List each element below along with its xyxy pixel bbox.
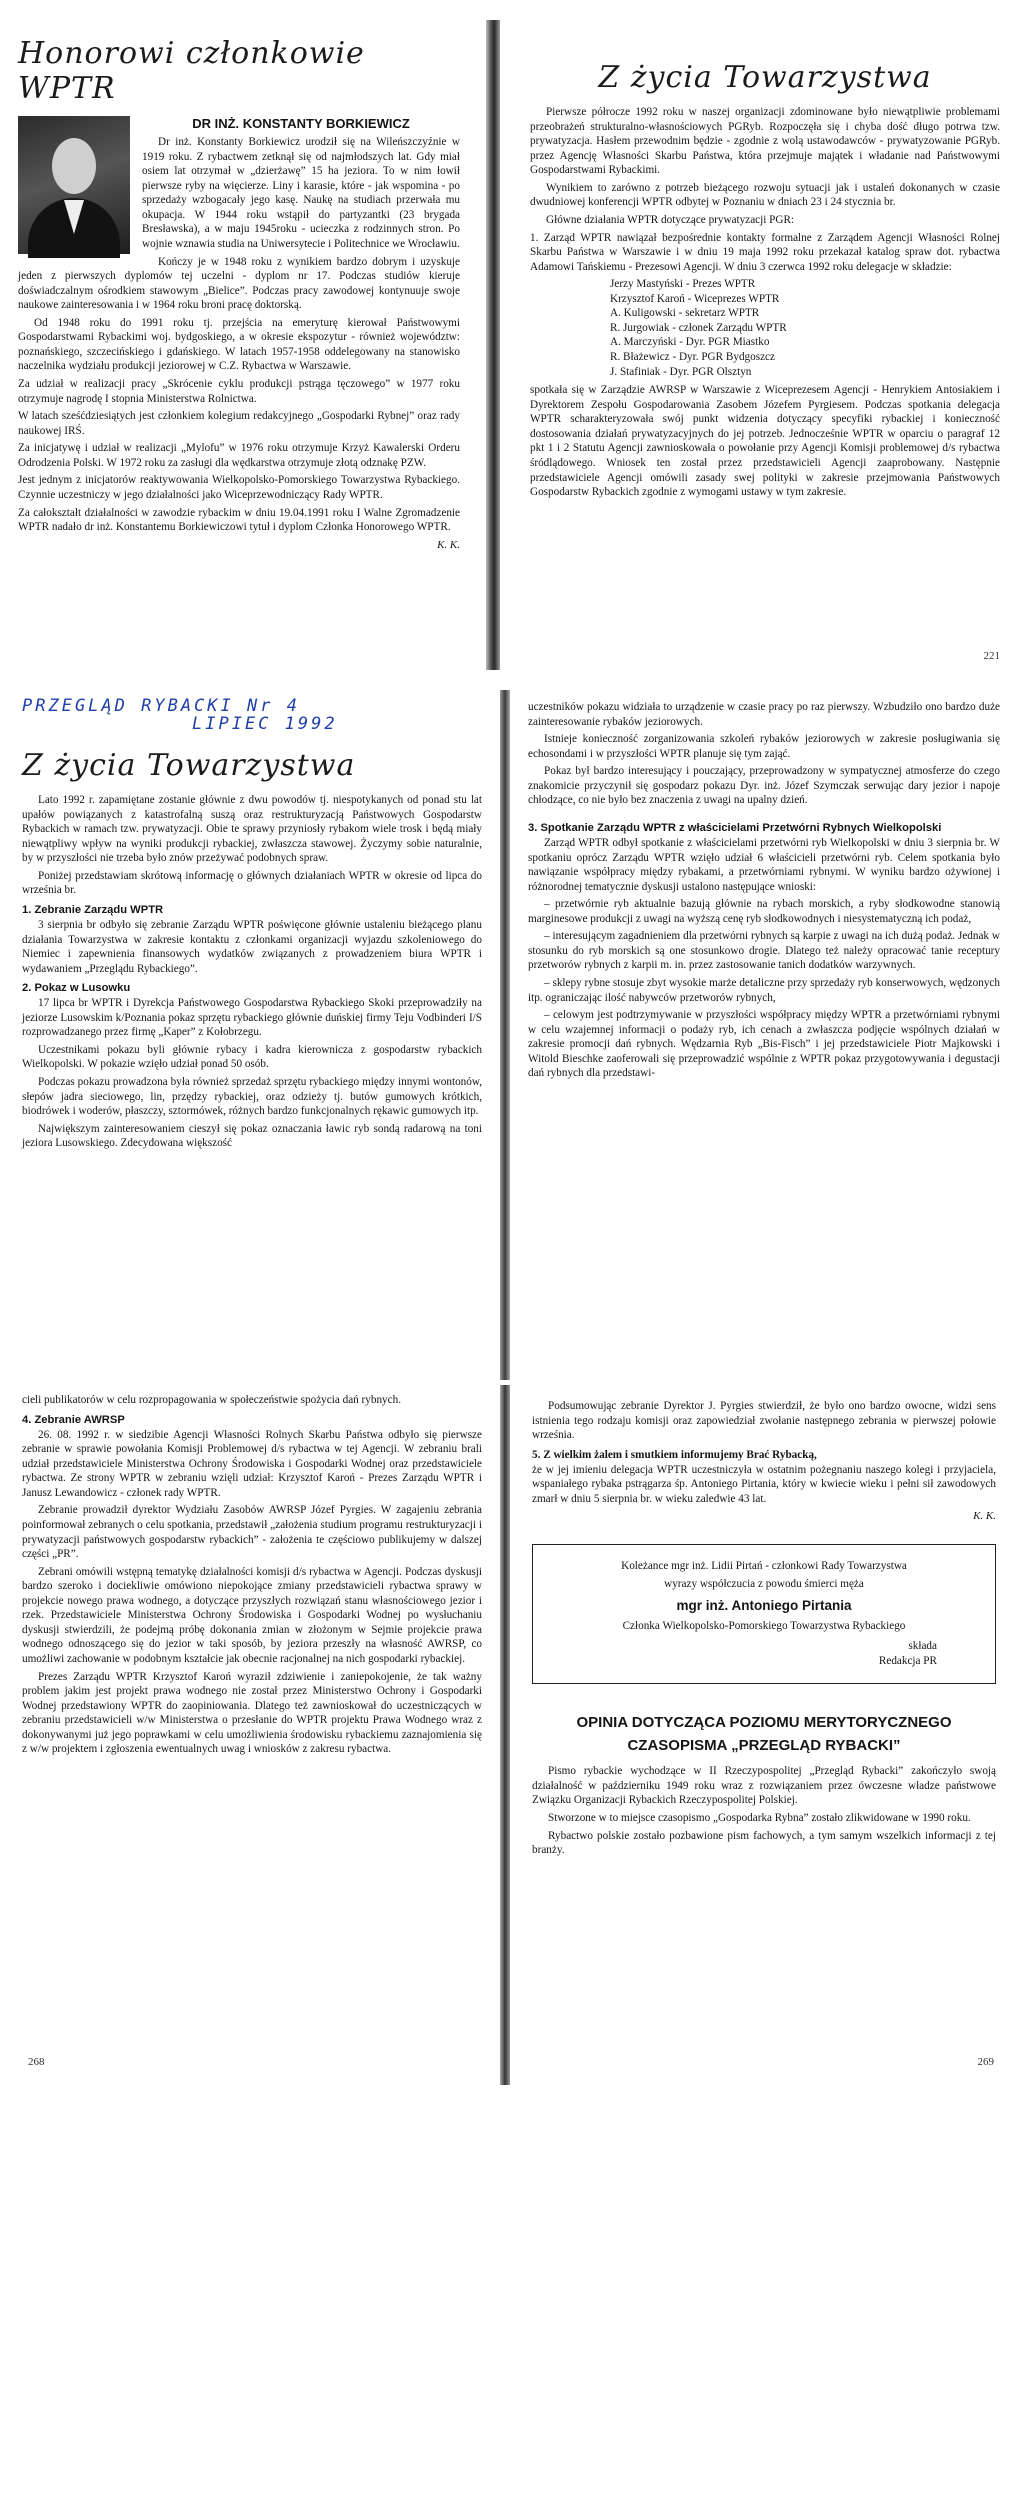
page-gutter <box>486 20 500 670</box>
paragraph: Zebrani omówili wstępną tematykę działalności komisji d/s rybactwa w Agencji. Podczas dyskusji bardzo szeroko i dociekliwie omówiono niepokojące zmiany przedstawicieli rybactwa sprawy w projekcie nowego prawa wodnego, a dotyczące przyszłych rozwiązań stanu własnościowego jezior i rzek. Przedstawiciele Ministerstwa Ochrony Środowiska i Gospodarki Wodnej po wysłuchaniu dyskusji stwierdzili, że podejmą próbę dokonania zmian w złożonym w Sejmie projekcie prawa wodnego odnoszącego się do jezior w taki sposób, by jeziora przeszły na własność AWRSP, co umożliwi zachowanie w podobnym kształcie jak obecnie racjonalnej na nich gospodarki rybackiej. <box>22 1565 482 1665</box>
condolence-from: składa <box>908 1640 937 1653</box>
list-item: J. Stafiniak - Dyr. PGR Olsztyn <box>610 365 752 378</box>
paragraph: Podczas pokazu prowadzona była również sprzedaż sprzętu rybackiego między innymi wontonów, słepów jadra sieciowego, lin, przędzy rybackiej, oraz odzieży tj. butów gumowych krótkich, biodrówek i woderów, płaszczy, sztormówek, różnych bardzo funkcjonalnych rękawic gumowych itp. <box>22 1076 482 1118</box>
paragraph: Od 1948 roku do 1991 roku tj. przejścia na emeryturę kierował Państwowymi Gospodarstwami Rybackimi woj. bydgoskiego, a w okresie ekspozytur - również województw: poznańskiego, szczecińskiego i gdańskiego. W latach 1957-1958 oddelegowany na stanowisko naczelnika wydziału produkcji jeziorowej w C.Z. Rybactwa w Warszawie. <box>18 316 460 373</box>
paragraph: Istnieje konieczność zorganizowania szkoleń rybaków jeziorowych w zakresie posługiwania się echosondami i w przyszłości WPTR planuje się tym zająć. <box>528 733 1000 760</box>
page-title: Z życia Towarzystwa <box>598 60 932 95</box>
paragraph: Pierwsze półrocze 1992 roku w naszej organizacji zdominowane było niewątpliwie problemami przeobrażeń strukturalno-własnościowych PGRyb. Rozpoczęła się i chyba dość długo potrwa tzw. prywatyzacja. Hasłem przewodnim będzie - zgodnie z wolą ustawodawców - prywatyzowanie PGRyb. przez Agencję Własności Skarbu Państwa, która przejmuje majątek i władanie nad Państwowymi Gospodarstwami Rybackimi. <box>530 106 1000 177</box>
article-title: OPINIA DOTYCZĄCA POZIOMU MERYTORYCZNEGO <box>576 1714 952 1732</box>
paragraph: Uczestnikami pokazu byli głównie rybacy i kadra kierownicza z gospodarstw rybackich Wielkopolski. W pokazie wzięło udział ponad 50 osób. <box>22 1043 482 1071</box>
delegates-list <box>530 277 1000 379</box>
member-name-heading: DR INŻ. KONSTANTY BORKIEWICZ <box>192 116 410 131</box>
signature: K. K. <box>437 538 460 551</box>
signature: K. K. <box>973 1510 996 1523</box>
list-item: Jerzy Mastyński - Prezes WPTR <box>610 278 756 291</box>
page-society-life-3 <box>514 690 1014 1370</box>
paragraph: W latach sześćdziesiątych jest członkiem kolegium redakcyjnego „Gospodarki Rybnej” oraz rady naukowej IRŚ. <box>18 410 460 437</box>
page-society-life-4 <box>8 1385 496 2080</box>
condolence-line: Koleżance mgr inż. Lidii Pirtań - członkowi Rady Towarzystwa <box>621 1560 907 1573</box>
section-heading: 4. Zebranie AWRSP <box>22 1413 125 1426</box>
paragraph: Pokaz był bardzo interesujący i pouczający, przeprowadzony w sympatycznej atmosferze do czego znakomicie przyczynił się gospodarz pokazu Dyr. inż. Józef Szymczak serwując dary jezior i napoje chłodzące, co nie było bez znaczenia z uwagi na upalny dzień. <box>528 765 1000 807</box>
page-title: Z życia Towarzystwa <box>22 748 356 783</box>
paragraph: 3 sierpnia br odbyło się zebranie Zarządu WPTR poświęcone głównie ustaleniu bieżącego planu działania Towarzystwa w zakresie kontaktu z członkami organizacji wyjazdu szkoleniowego do Niemiec i zapewnienia finansowych wydatków związanych z prowadzeniem biura WPTR i wydawaniem „Przeglądu Rybackiego”. <box>22 918 482 975</box>
paragraph: że w jej imieniu delegacja WPTR uczestniczyła w ostatnim pożegnaniu naszego kolegi i przyjaciela, wspaniałego rybaka pstrągarza śp. Antoniego Pirtania, który w kwiecie wieku i pełni sił zawodowych zmarł w dniu 5 sierpnia br. w wieku zaledwie 43 lat. <box>532 1463 996 1505</box>
paragraph: spotkała się w Zarządzie AWRSP w Warszawie z Wiceprezesem Agencji - Henrykiem Antosiakiem i Dyrektorem Zespołu Gospodarowania Zasobem Józefem Pyrgiesem. Podczas spotkania delegacja WPTR scharakteryzowała swój punkt widzenia dotyczący specyfiki rybackiej i konieczność dostosowania działań prywatyzacyjnych do jej potrzeb. Jednocześnie WPTR w oparciu o paragraf 12 pkt 1 i 2 Statutu Agencji zawnioskowała o powołanie przy Agencji Komisji problemowej d/s rybactwa śródlądowego. Wniosek ten został przez przedstawicieli Agencji zaaprobowany. Następnie przedstawiciele Agencji omówili zasady swej polityki w zakresie przejmowania Państwowych Gospodarstw Rybackich zgodnie z wymogami ustawy w tym zakresie. <box>530 384 1000 499</box>
deceased-name: mgr inż. Antoniego Pirtania <box>676 1597 852 1613</box>
page-society-life-2 <box>8 690 496 1370</box>
list-item: R. Jurgowiak - członek Zarządu WPTR <box>610 321 787 334</box>
condolence-notice <box>532 1544 996 1684</box>
list-item: R. Błażewicz - Dyr. PGR Bydgoszcz <box>610 351 775 363</box>
page-honorary-members <box>8 18 470 658</box>
paragraph: Pismo rybackie wychodzące w II Rzeczypospolitej „Przegląd Rybacki” zakończyło swoją działalność w październiku 1949 roku wraz z rozwiązaniem przez ówczesne władze państwowe Związku Organizacji Rybackich Rzeczypospolitej Polskiej. <box>532 1765 996 1807</box>
paragraph: Prezes Zarządu WPTR Krzysztof Karoń wyraził zdziwienie i zaniepokojenie, że tak ważny problem jakim jest projekt prawa wodnego nie został przez Ministerstwo Ochrony i Gospodarki Wodnej przedstawiony WPTR do zaopiniowania. Dlatego też zawnioskował do uczestniczących w zebraniu przedstawicieli w/w Ministerstwa o przesłanie do WPTR projektu Prawa Wodnego wraz z dokonywanymi już jego poprawkami w celu umożliwienia środowisku rybackiemu zaznajomienia się z w/w projektem i zgłoszenia ewentualnych uwag i wniosków z zakresu rybactwa. <box>22 1670 482 1756</box>
section-heading: 2. Pokaz w Lusowku <box>22 982 131 995</box>
paragraph: Wynikiem to zarówno z potrzeb bieżącego rozwoju sytuacji jak i ustaleń dokonanych w czasie dwudniowej konferencji WPTR odbytej w Poznaniu w dniach 23 i 24 stycznia br. <box>530 181 1000 209</box>
section-heading: 5. Z wielkim żalem i smutkiem informujemy Brać Rybacką, <box>532 1448 817 1461</box>
paragraph: Rybactwo polskie zostało pozbawione pism fachowych, a tym samym wszelkich informacji z tej branży. <box>532 1829 996 1857</box>
paragraph: Za udział w realizacji pracy „Skrócenie cyklu produkcji pstrąga tęczowego” w 1977 roku otrzymuje nagrodę I stopnia Ministerstwa Rolnictwa. <box>18 378 460 405</box>
page-number: 268 <box>28 2056 45 2068</box>
condolence-line: Członka Wielkopolsko-Pomorskiego Towarzystwa Rybackiego <box>622 1619 906 1632</box>
paragraph: Jest jednym z inicjatorów reaktywowania Wielkopolsko-Pomorskiego Towarzystwa Rybackiego. Czynnie uczestniczy w jego działalności jako Wiceprzewodniczący Rady WPTR. <box>18 474 460 501</box>
paragraph: Zebranie prowadził dyrektor Wydziału Zasobów AWRSP Józef Pyrgies. W zagajeniu zebrania poinformował zebranych o celu spotkania, przedstawił „założenia studium programu restrukturyzacji i prywatyzacji państwowych gospodarstw rybackich” - założenia te częściowo publikujemy w dalszej części „PR”. <box>22 1504 482 1561</box>
paragraph: Zarząd WPTR odbył spotkanie z właścicielami przetwórni ryb Wielkopolski w dniu 3 sierpnia br. W spotkaniu oprócz Zarządu WPTR wzięło udział 6 właścicieli przetwórni ryb. Celem spotkania było nawiązanie współpracy między rybakami, a przetwórniami rybnymi. W wyniku bardzo ożywionej i różnorodnej tematycznie dyskusji ustalono następujące wnioski: <box>528 836 1000 893</box>
paragraph: Główne działania WPTR dotyczące prywatyzacji PGR: <box>546 213 795 226</box>
page-number: 221 <box>983 650 1000 662</box>
handwritten-note: LIPIEC 1992 <box>192 714 338 734</box>
paragraph: cieli publikatorów w celu rozpropagowania w społeczeństwie spożycia dań rybnych. <box>22 1394 402 1406</box>
section-heading: 3. Spotkanie Zarządu WPTR z właścicielami Przetwórni Rybnych Wielkopolski <box>528 821 942 834</box>
bullet-item: – celowym jest podtrzymywanie w przyszłości współpracy między WPTR a przetwórniami rybnymi w celu wzajemnej informacji o podaży ryb, ich cenach a zwłaszcza podjęcie wspólnych działań w zakresie promocji dań rybnych. Wędzarnia Ryb „Bis-Fisch” i jej przedstawiciele Piotr Majkowski i Witold Bieschke zaoferowali się przeprowadzić wspólnie z WPTR pokaz przygotowywania i degustacji dań rybnych dla przedstawi- <box>528 1009 1000 1080</box>
handwritten-note: PRZEGLĄD RYBACKI Nr 4 <box>22 696 300 716</box>
paragraph: Poniżej przedstawiam skrótową informację o głównych działaniach WPTR w okresie od lipca do września br. <box>22 869 482 897</box>
section-heading: 1. Zebranie Zarządu WPTR <box>22 903 164 916</box>
paragraph: Największym zainteresowaniem cieszył się pokaz oznaczania ławic ryb sondą radarową na toni jeziora Lusowskiego. Zdecydowana większość <box>22 1122 482 1150</box>
bullet-item: – interesującym zagadnieniem dla przetwórni rybnych są karpie z uwagi na ich dużą podaż. Jednak w stosunku do ryb morskich są one stosunkowo drogie. Dlatego też należy opracować tanie receptury przetworów rybnych z karpii m. in. przez zastosowanie tanich dodatków warzywnych. <box>528 930 1000 972</box>
page-gutter <box>500 690 510 1380</box>
page-number: 269 <box>977 2056 994 2068</box>
portrait-photo <box>18 116 130 254</box>
page-society-life-5 <box>514 1385 1014 2080</box>
page-title: Honorowi członkowie WPTR <box>18 36 365 106</box>
condolence-from: Redakcja PR <box>878 1655 937 1668</box>
paragraph: Dr inż. Konstanty Borkiewicz urodził się na Wileńszczyźnie w 1919 roku. Z rybactwem zetknął się od najmłodszych lat. Gdy miał osiem lat otrzymał w „dzierżawę” 15 ha jeziora. To w nim łowił pierwsze ryby na więcierze. Liny i karasie, które - jak wspomina - po sprzedaży wzbogacały jego kasę. Naukę na studiach przerwała mu okupacja. W 1944 roku wstąpił do partyzantki (23 brygada Bresławska), a w maju 1945roku - ucieczka z rodzinnych stron. Po wojnie wznawia studia na Uniwersytecie i Politechnice we Wrocławiu. <box>142 136 460 250</box>
condolence-line: wyrazy współczucia z powodu śmierci męża <box>664 1577 864 1590</box>
list-item: Krzysztof Karoń - Wiceprezes WPTR <box>610 292 780 305</box>
paragraph: Lato 1992 r. zapamiętane zostanie głównie z dwu powodów tj. niespotykanych od ponad stu lat upałów powiązanych z katastrofalną suszą oraz restrukturyzacją Państwowych Gospodarstw Rybackich w ramach tzw. prywatyzacji. Obie te sprawy przyniosły rybakom wiele trosk i będą miały niewątpliwy wpływ na wyniki produkcji rybackiej, zwłaszcza stawowej. Życzymy sobie naturalnie, by w przyszłości nie trzeba było znów przeżywać podobnych spraw. <box>22 794 482 865</box>
list-item: A. Marczyński - Dyr. PGR Miastko <box>610 336 770 349</box>
paragraph: Podsumowując zebranie Dyrektor J. Pyrgies stwierdził, że było ono bardzo owocne, widzi sens istnienia tego rodzaju komisji oraz zapowiedział zwołanie następnego zebrania w pierwszej połowie września. <box>532 1400 996 1442</box>
page-gutter <box>500 1385 510 2085</box>
paragraph: Za inicjatywę i udział w realizacji „Mylofu” w 1976 roku otrzymuje Krzyż Kawalerski Orderu Odrodzenia Polski. W 1972 roku za zasługi dla wędkarstwa otrzymuje złotą odznakę PZW. <box>18 442 460 469</box>
page-society-life-1 <box>516 40 1014 680</box>
paragraph: 1. Zarząd WPTR nawiązał bezpośrednie kontakty formalne z Zarządem Agencji Własności Rolnej Skarbu Państwa w Warszawie i w dniu 19 maja 1992 roku przekazał katalog spraw dot. rybactwa Adamowi Tańskiemu - Prezesowi Agencji. W dniu 3 czerwca 1992 roku delegacje w składzie: <box>530 231 1000 273</box>
paragraph: Kończy je w 1948 roku z wynikiem bardzo dobrym i uzyskuje jeden z pierwszych dyplomów tej uczelni - dyplom nr 17. Podczas studiów kieruje doświadczalnym ośrodkiem stawowym „Bielice”. Podczas pracy zawodowej kontynuuje swoje naukowe zainteresowania i w 1964 roku broni pracę doktorską. <box>18 255 460 312</box>
bullet-item: – przetwórnie ryb aktualnie bazują głównie na rybach morskich, a ryby słodkowodne stanowią marginesowe produkcji z uwagi na wyższą cenę ryb słodkowodnych i niesystematyczną ich podaż, <box>528 898 1000 925</box>
paragraph: Za całokształt działalności w zawodzie rybackim w dniu 19.04.1991 roku I Walne Zgromadzenie WPTR nadało dr inż. Konstantemu Borkiewiczowi tytuł i dyplom Członka Honorowego WPTR. <box>18 506 460 534</box>
bullet-item: – sklepy rybne stosuje zbyt wysokie marże detaliczne przy sprzedaży ryb konserwowych, wędzonych itp. ograniczając ilość nabywców przetworów rybnych, <box>528 977 1000 1004</box>
article-title: CZASOPISMA „PRZEGLĄD RYBACKI” <box>627 1737 901 1755</box>
paragraph: Stworzone w to miejsce czasopismo „Gospodarka Rybna” zostało zlikwidowane w 1990 roku. <box>548 1811 971 1824</box>
list-item: A. Kuligowski - sekretarz WPTR <box>610 307 760 320</box>
paragraph: 26. 08. 1992 r. w siedzibie Agencji Własności Rolnych Skarbu Państwa odbyło się pierwsze zebranie w sprawie powołania Komisji Problemowej d/s rybactwa w tej Agencji. W zebraniu brali udział przedstawiciele Ministerstwa Ochrony Środowiska i Gospodarki Wodnej oraz przedstawiciele rybactwa. Ze strony WPTR w zebraniu wzięli udział: Krzysztof Karoń - Prezes Zarządu WPTR i Janusz Lewandowicz - członek rady WPTR. <box>22 1428 482 1499</box>
paragraph: uczestników pokazu widziała to urządzenie w czasie pracy po raz pierwszy. Wzbudziło ono bardzo duże zainteresowanie rybaków jeziorowych. <box>528 701 1000 728</box>
paragraph: 17 lipca br WPTR i Dyrekcja Państwowego Gospodarstwa Rybackiego Skoki przeprowadziły na jeziorze Lusowskim k/Poznania pokaz sprzętu rybackiego głównie duńskiej firmy Teju Vodbinderi I/S rozprowadzanego przez firmę „Kaper” z Kołobrzegu. <box>22 997 482 1039</box>
